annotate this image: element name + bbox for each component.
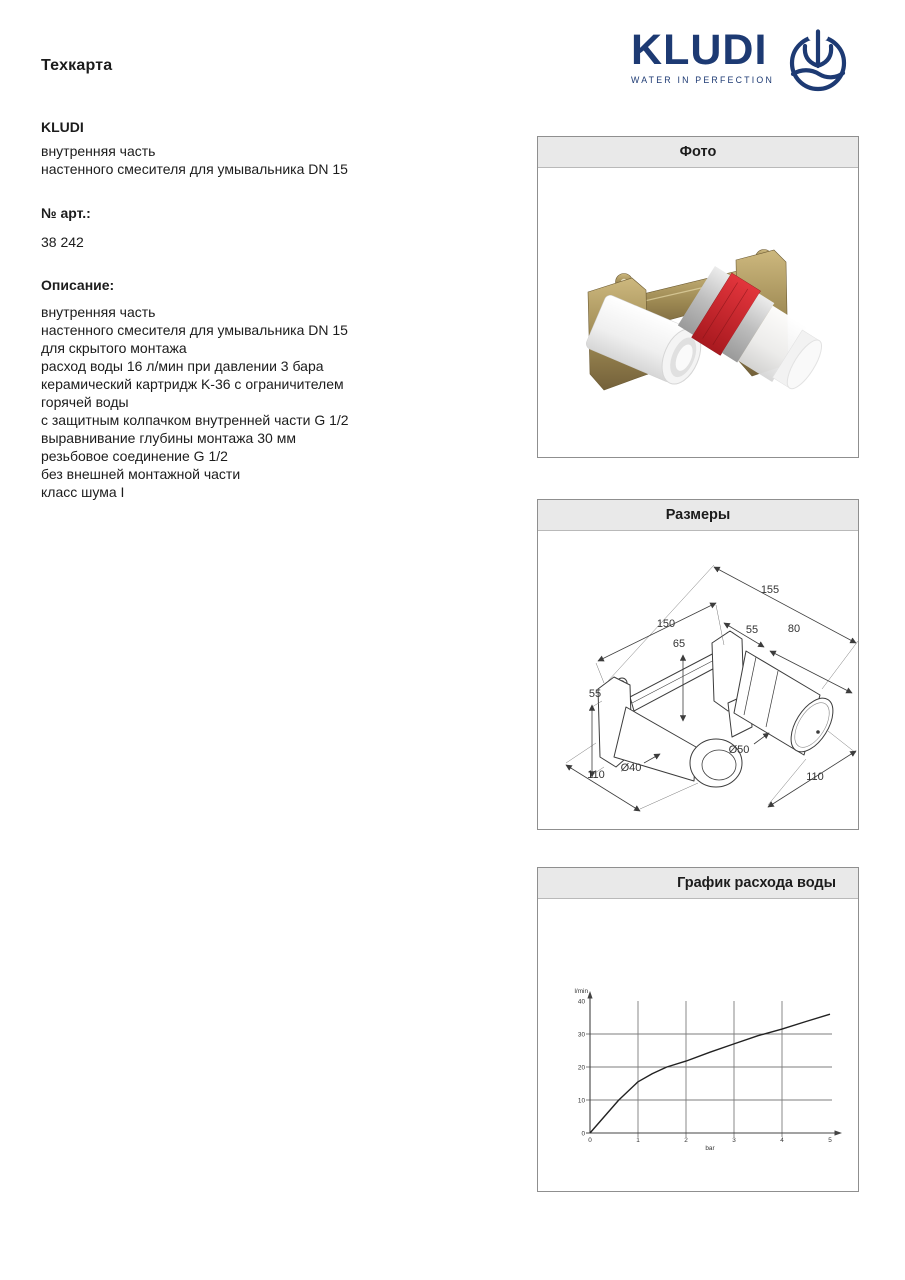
svg-text:40: 40 bbox=[577, 998, 585, 1006]
svg-text:20: 20 bbox=[577, 1064, 585, 1072]
description-line: с защитным колпачком внутренней части G 1/2 bbox=[41, 412, 349, 428]
description-line: керамический картридж K-36 с ограничителем bbox=[41, 376, 344, 392]
dimensions-panel-body bbox=[538, 531, 858, 829]
water-trident-icon bbox=[786, 29, 850, 93]
description-line: горячей воды bbox=[41, 394, 129, 410]
article-number: 38 242 bbox=[41, 234, 84, 250]
svg-text:3: 3 bbox=[732, 1137, 736, 1144]
flow-chart-panel-body bbox=[538, 899, 858, 1191]
svg-text:bar: bar bbox=[705, 1145, 715, 1152]
dim-diameter-50: Ø50 bbox=[728, 744, 750, 756]
kludi-logo bbox=[631, 28, 850, 93]
dim-65: 65 bbox=[672, 638, 686, 650]
product-info-column bbox=[41, 118, 501, 501]
dimensions-panel bbox=[537, 499, 859, 830]
dimension-drawing bbox=[538, 531, 858, 830]
svg-text:l/min: l/min bbox=[574, 988, 588, 995]
flow-chart-panel-title: График расхода воды bbox=[538, 868, 858, 899]
dim-diameter-40: Ø40 bbox=[620, 762, 642, 774]
svg-text:5: 5 bbox=[828, 1137, 832, 1144]
svg-text:2: 2 bbox=[684, 1137, 688, 1144]
svg-text:0: 0 bbox=[581, 1130, 585, 1138]
logo-text bbox=[631, 28, 774, 85]
logo-tagline: WATER IN PERFECTION bbox=[631, 75, 774, 85]
description-line: настенного смесителя для умывальника DN 15 bbox=[41, 322, 348, 338]
svg-text:10: 10 bbox=[577, 1097, 585, 1105]
article-label: № арт.: bbox=[41, 205, 91, 221]
description-line: для скрытого монтажа bbox=[41, 340, 187, 356]
dim-150: 150 bbox=[656, 618, 676, 630]
product-photo bbox=[538, 168, 858, 458]
description-line: резьбовое соединение G 1/2 bbox=[41, 448, 228, 464]
logo-brand: KLUDI bbox=[631, 26, 768, 74]
dimensions-panel-title: Размеры bbox=[538, 500, 858, 531]
flow-chart-panel bbox=[537, 867, 859, 1192]
photo-panel-body bbox=[538, 168, 858, 457]
page-title: Техкарта bbox=[41, 57, 113, 74]
dim-80: 80 bbox=[787, 623, 801, 635]
svg-text:1: 1 bbox=[636, 1137, 640, 1144]
dim-155: 155 bbox=[760, 584, 780, 596]
description-line: внутренняя часть bbox=[41, 304, 156, 320]
flow-rate-chart bbox=[564, 985, 856, 1161]
product-brand: KLUDI bbox=[41, 119, 84, 135]
svg-text:30: 30 bbox=[577, 1031, 585, 1039]
dim-55-left: 55 bbox=[588, 688, 602, 700]
product-name-line: настенного смесителя для умывальника DN 15 bbox=[41, 161, 348, 177]
product-name-line: внутренняя часть bbox=[41, 143, 156, 159]
svg-text:0: 0 bbox=[588, 1137, 592, 1144]
dim-110-left: 110 bbox=[587, 769, 605, 781]
description-block bbox=[41, 303, 501, 501]
description-line: расход воды 16 л/мин при давлении 3 бара bbox=[41, 358, 324, 374]
description-label: Описание: bbox=[41, 277, 115, 293]
photo-panel bbox=[537, 136, 859, 458]
description-line: класс шума I bbox=[41, 484, 125, 500]
description-line: выравнивание глубины монтажа 30 мм bbox=[41, 430, 296, 446]
photo-panel-title: Фото bbox=[538, 137, 858, 168]
dim-55-right: 55 bbox=[745, 624, 759, 636]
description-line: без внешней монтажной части bbox=[41, 466, 241, 482]
svg-text:4: 4 bbox=[780, 1137, 784, 1144]
dim-110-right: 110 bbox=[806, 771, 824, 783]
